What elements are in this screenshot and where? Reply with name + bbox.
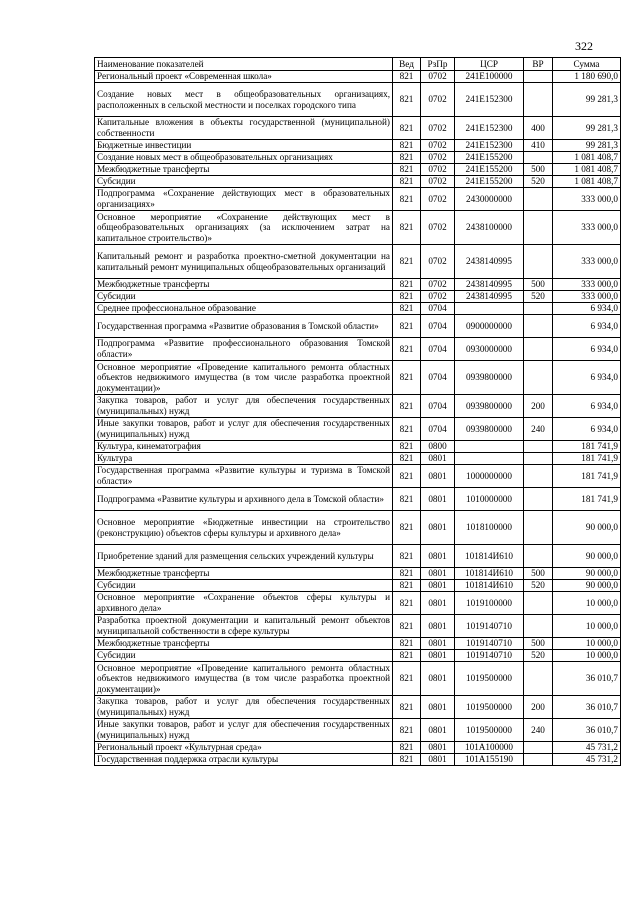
- cell-name: Капитальные вложения в объекты государственной (муниципальной) собственности: [95, 117, 393, 140]
- cell-sum: 99 281,3: [553, 83, 621, 117]
- cell-sum: 10 000,0: [553, 638, 621, 650]
- cell-vr: [524, 211, 553, 245]
- cell-name: Государственная поддержка отрасли культуры: [95, 754, 393, 766]
- cell-vr: [524, 361, 553, 395]
- cell-rzpr: 0702: [421, 117, 455, 140]
- cell-sum: 99 281,3: [553, 140, 621, 152]
- table-row: [95, 638, 621, 650]
- table-row: [95, 592, 621, 615]
- table-row: [95, 176, 621, 188]
- cell-rzpr: 0801: [421, 488, 455, 511]
- cell-name: Основное мероприятие «Сохранение действующих мест в общеобразовательных организациях (за исключением затрат на капитальное строительство)»: [95, 211, 393, 245]
- table-row: [95, 211, 621, 245]
- cell-rzpr: 0704: [421, 418, 455, 441]
- cell-vr: 240: [524, 418, 553, 441]
- table-row: [95, 361, 621, 395]
- cell-name: Подпрограмма «Сохранение действующих мест в образовательных организациях»: [95, 188, 393, 211]
- cell-csr: 1019140710: [455, 615, 524, 638]
- cell-name: Бюджетные инвестиции: [95, 140, 393, 152]
- cell-vr: [524, 152, 553, 164]
- cell-rzpr: 0800: [421, 441, 455, 453]
- cell-rzpr: 0801: [421, 638, 455, 650]
- cell-rzpr: 0801: [421, 662, 455, 696]
- cell-sum: 1 180 690,0: [553, 71, 621, 83]
- cell-rzpr: 0801: [421, 719, 455, 742]
- cell-csr: 1019500000: [455, 696, 524, 719]
- cell-sum: 6 934,0: [553, 395, 621, 418]
- cell-sum: 36 010,7: [553, 696, 621, 719]
- cell-vr: [524, 465, 553, 488]
- cell-name: Основное мероприятие «Проведение капитального ремонта областных объектов недвижимого имущества (в том числе разработка проектной документации)»: [95, 361, 393, 395]
- table-row: [95, 71, 621, 83]
- cell-csr: 241E155200: [455, 176, 524, 188]
- cell-sum: 36 010,7: [553, 719, 621, 742]
- cell-name: Разработка проектной документации и капитальный ремонт объектов муниципальной собственности в сфере культуры: [95, 615, 393, 638]
- cell-ved: 821: [393, 279, 421, 291]
- header-sum: Сумма: [553, 58, 621, 71]
- table-row: [95, 152, 621, 164]
- cell-name: Культура: [95, 453, 393, 465]
- cell-csr: [455, 453, 524, 465]
- cell-name: Межбюджетные трансферты: [95, 638, 393, 650]
- cell-ved: 821: [393, 361, 421, 395]
- cell-vr: [524, 754, 553, 766]
- cell-name: Субсидии: [95, 650, 393, 662]
- cell-ved: 821: [393, 662, 421, 696]
- header-ved: Вед: [393, 58, 421, 71]
- cell-name: Региональный проект «Современная школа»: [95, 71, 393, 83]
- cell-sum: 45 731,2: [553, 754, 621, 766]
- cell-rzpr: 0704: [421, 315, 455, 338]
- cell-name: Основное мероприятие «Бюджетные инвестиции на строительство (реконструкцию) объектов сферы культуры и архивного дела»: [95, 511, 393, 545]
- cell-ved: 821: [393, 615, 421, 638]
- cell-rzpr: 0702: [421, 279, 455, 291]
- cell-ved: 821: [393, 291, 421, 303]
- cell-csr: 241E155200: [455, 152, 524, 164]
- table-row: [95, 303, 621, 315]
- cell-ved: 821: [393, 395, 421, 418]
- cell-sum: 90 000,0: [553, 511, 621, 545]
- cell-vr: [524, 71, 553, 83]
- cell-ved: 821: [393, 441, 421, 453]
- table-row: [95, 568, 621, 580]
- table-row: [95, 188, 621, 211]
- cell-rzpr: 0801: [421, 696, 455, 719]
- cell-csr: 241E152300: [455, 117, 524, 140]
- cell-rzpr: 0801: [421, 545, 455, 568]
- cell-name: Межбюджетные трансферты: [95, 279, 393, 291]
- table-row: [95, 418, 621, 441]
- cell-sum: 181 741,9: [553, 441, 621, 453]
- cell-vr: 500: [524, 164, 553, 176]
- cell-csr: 241E152300: [455, 83, 524, 117]
- cell-csr: 2430000000: [455, 188, 524, 211]
- cell-rzpr: 0702: [421, 188, 455, 211]
- cell-vr: 200: [524, 696, 553, 719]
- cell-rzpr: 0801: [421, 511, 455, 545]
- cell-sum: 90 000,0: [553, 580, 621, 592]
- cell-rzpr: 0702: [421, 152, 455, 164]
- cell-sum: 6 934,0: [553, 315, 621, 338]
- cell-vr: [524, 592, 553, 615]
- cell-sum: 99 281,3: [553, 117, 621, 140]
- cell-vr: [524, 742, 553, 754]
- table-row: [95, 441, 621, 453]
- cell-rzpr: 0801: [421, 465, 455, 488]
- cell-sum: 333 000,0: [553, 279, 621, 291]
- header-name: Наименование показателей: [95, 58, 393, 71]
- table-row: [95, 83, 621, 117]
- cell-vr: [524, 615, 553, 638]
- cell-csr: 1019140710: [455, 650, 524, 662]
- cell-vr: [524, 83, 553, 117]
- cell-csr: [455, 441, 524, 453]
- cell-sum: 181 741,9: [553, 465, 621, 488]
- table-row: [95, 279, 621, 291]
- cell-rzpr: 0801: [421, 592, 455, 615]
- cell-csr: 101A100000: [455, 742, 524, 754]
- cell-ved: 821: [393, 315, 421, 338]
- cell-vr: 400: [524, 117, 553, 140]
- cell-name: Создание новых мест в общеобразовательных организациях, расположенных в сельской местности и поселках городского типа: [95, 83, 393, 117]
- cell-sum: 333 000,0: [553, 291, 621, 303]
- cell-ved: 821: [393, 211, 421, 245]
- cell-rzpr: 0702: [421, 176, 455, 188]
- header-rzpr: РзПр: [421, 58, 455, 71]
- cell-vr: [524, 511, 553, 545]
- table-row: [95, 465, 621, 488]
- cell-ved: 821: [393, 303, 421, 315]
- cell-rzpr: 0704: [421, 338, 455, 361]
- cell-vr: 520: [524, 176, 553, 188]
- cell-ved: 821: [393, 545, 421, 568]
- table-row: [95, 650, 621, 662]
- cell-sum: 1 081 408,7: [553, 152, 621, 164]
- cell-csr: 1000000000: [455, 465, 524, 488]
- table-row: [95, 453, 621, 465]
- table-header-row: [95, 58, 621, 71]
- cell-vr: [524, 315, 553, 338]
- cell-sum: 1 081 408,7: [553, 176, 621, 188]
- cell-vr: 500: [524, 568, 553, 580]
- cell-rzpr: 0801: [421, 615, 455, 638]
- cell-sum: 10 000,0: [553, 615, 621, 638]
- cell-rzpr: 0704: [421, 303, 455, 315]
- table-row: [95, 662, 621, 696]
- table-row: [95, 696, 621, 719]
- cell-sum: 6 934,0: [553, 361, 621, 395]
- cell-name: Иные закупки товаров, работ и услуг для обеспечения государственных (муниципальных) нужд: [95, 719, 393, 742]
- cell-rzpr: 0801: [421, 453, 455, 465]
- cell-rzpr: 0702: [421, 140, 455, 152]
- cell-rzpr: 0704: [421, 395, 455, 418]
- cell-sum: 333 000,0: [553, 245, 621, 279]
- cell-rzpr: 0801: [421, 742, 455, 754]
- cell-csr: 1018100000: [455, 511, 524, 545]
- table-row: [95, 245, 621, 279]
- cell-vr: [524, 245, 553, 279]
- table-row: [95, 615, 621, 638]
- cell-name: Основное мероприятие «Сохранение объектов сферы культуры и архивного дела»: [95, 592, 393, 615]
- cell-name: Среднее профессиональное образование: [95, 303, 393, 315]
- cell-name: Иные закупки товаров, работ и услуг для обеспечения государственных (муниципальных) нужд: [95, 418, 393, 441]
- cell-rzpr: 0704: [421, 361, 455, 395]
- page-number: 322: [575, 39, 593, 53]
- cell-sum: 10 000,0: [553, 650, 621, 662]
- cell-csr: 241E152300: [455, 140, 524, 152]
- cell-name: Межбюджетные трансферты: [95, 568, 393, 580]
- cell-ved: 821: [393, 164, 421, 176]
- cell-ved: 821: [393, 650, 421, 662]
- table-row: [95, 754, 621, 766]
- table-row: [95, 338, 621, 361]
- cell-ved: 821: [393, 418, 421, 441]
- cell-vr: [524, 453, 553, 465]
- cell-csr: 241E155200: [455, 164, 524, 176]
- cell-vr: [524, 338, 553, 361]
- cell-ved: 821: [393, 140, 421, 152]
- cell-csr: 0939800000: [455, 361, 524, 395]
- cell-name: Приобретение зданий для размещения сельских учреждений культуры: [95, 545, 393, 568]
- cell-ved: 821: [393, 719, 421, 742]
- table-row: [95, 395, 621, 418]
- cell-sum: 333 000,0: [553, 211, 621, 245]
- cell-name: Культура, кинематография: [95, 441, 393, 453]
- cell-vr: 500: [524, 638, 553, 650]
- cell-rzpr: 0801: [421, 650, 455, 662]
- cell-rzpr: 0702: [421, 291, 455, 303]
- table-body: [95, 71, 621, 766]
- cell-csr: 101814И610: [455, 545, 524, 568]
- cell-csr: 0939800000: [455, 395, 524, 418]
- cell-name: Субсидии: [95, 291, 393, 303]
- cell-name: Межбюджетные трансферты: [95, 164, 393, 176]
- table-row: [95, 140, 621, 152]
- cell-vr: [524, 488, 553, 511]
- cell-ved: 821: [393, 245, 421, 279]
- cell-vr: 240: [524, 719, 553, 742]
- cell-ved: 821: [393, 754, 421, 766]
- cell-csr: 1019140710: [455, 638, 524, 650]
- cell-rzpr: 0702: [421, 164, 455, 176]
- cell-ved: 821: [393, 742, 421, 754]
- cell-vr: 410: [524, 140, 553, 152]
- cell-vr: 520: [524, 291, 553, 303]
- cell-ved: 821: [393, 465, 421, 488]
- cell-name: Субсидии: [95, 176, 393, 188]
- cell-ved: 821: [393, 176, 421, 188]
- cell-vr: 500: [524, 279, 553, 291]
- cell-ved: 821: [393, 696, 421, 719]
- table-row: [95, 511, 621, 545]
- cell-csr: 2438140995: [455, 245, 524, 279]
- table-row: [95, 164, 621, 176]
- cell-sum: 6 934,0: [553, 303, 621, 315]
- table-row: [95, 742, 621, 754]
- cell-ved: 821: [393, 568, 421, 580]
- cell-ved: 821: [393, 453, 421, 465]
- cell-sum: 36 010,7: [553, 662, 621, 696]
- cell-sum: 1 081 408,7: [553, 164, 621, 176]
- cell-vr: 520: [524, 580, 553, 592]
- table-row: [95, 545, 621, 568]
- cell-ved: 821: [393, 152, 421, 164]
- cell-ved: 821: [393, 83, 421, 117]
- cell-csr: 0939800000: [455, 418, 524, 441]
- cell-sum: 6 934,0: [553, 338, 621, 361]
- cell-ved: 821: [393, 117, 421, 140]
- cell-name: Субсидии: [95, 580, 393, 592]
- cell-name: Государственная программа «Развитие культуры и туризма в Томской области»: [95, 465, 393, 488]
- budget-table: [94, 57, 621, 766]
- cell-csr: 1010000000: [455, 488, 524, 511]
- cell-ved: 821: [393, 71, 421, 83]
- cell-sum: 333 000,0: [553, 188, 621, 211]
- cell-sum: 90 000,0: [553, 545, 621, 568]
- cell-csr: 241E100000: [455, 71, 524, 83]
- cell-csr: 1019500000: [455, 719, 524, 742]
- cell-vr: [524, 545, 553, 568]
- cell-ved: 821: [393, 338, 421, 361]
- cell-rzpr: 0801: [421, 754, 455, 766]
- cell-csr: 101A155190: [455, 754, 524, 766]
- cell-vr: 520: [524, 650, 553, 662]
- cell-name: Основное мероприятие «Проведение капитального ремонта областных объектов недвижимого имущества (в том числе разработка проектной документации)»: [95, 662, 393, 696]
- cell-name: Закупка товаров, работ и услуг для обеспечения государственных (муниципальных) нужд: [95, 696, 393, 719]
- cell-vr: [524, 662, 553, 696]
- cell-csr: 1019500000: [455, 662, 524, 696]
- cell-ved: 821: [393, 638, 421, 650]
- table-row: [95, 488, 621, 511]
- cell-name: Государственная программа «Развитие образования в Томской области»: [95, 315, 393, 338]
- cell-ved: 821: [393, 488, 421, 511]
- cell-ved: 821: [393, 188, 421, 211]
- cell-csr: 0900000000: [455, 315, 524, 338]
- table-row: [95, 291, 621, 303]
- cell-sum: 45 731,2: [553, 742, 621, 754]
- table-row: [95, 117, 621, 140]
- header-csr: ЦСР: [455, 58, 524, 71]
- cell-rzpr: 0702: [421, 211, 455, 245]
- cell-csr: 101814И610: [455, 580, 524, 592]
- cell-ved: 821: [393, 511, 421, 545]
- cell-vr: [524, 303, 553, 315]
- cell-rzpr: 0702: [421, 245, 455, 279]
- cell-ved: 821: [393, 580, 421, 592]
- cell-csr: [455, 303, 524, 315]
- cell-csr: 0930000000: [455, 338, 524, 361]
- cell-name: Закупка товаров, работ и услуг для обеспечения государственных (муниципальных) нужд: [95, 395, 393, 418]
- cell-sum: 181 741,9: [553, 453, 621, 465]
- cell-sum: 90 000,0: [553, 568, 621, 580]
- cell-vr: [524, 441, 553, 453]
- cell-rzpr: 0801: [421, 580, 455, 592]
- cell-name: Подпрограмма «Развитие профессионального образования Томской области»: [95, 338, 393, 361]
- table-row: [95, 719, 621, 742]
- cell-csr: 1019100000: [455, 592, 524, 615]
- cell-name: Капитальный ремонт и разработка проектно-сметной документации на капитальный ремонт муниципальных общеобразовательных организаций: [95, 245, 393, 279]
- cell-name: Региональный проект «Культурная среда»: [95, 742, 393, 754]
- cell-csr: 2438140995: [455, 279, 524, 291]
- cell-vr: 200: [524, 395, 553, 418]
- cell-csr: 2438140995: [455, 291, 524, 303]
- cell-rzpr: 0801: [421, 568, 455, 580]
- cell-csr: 2438100000: [455, 211, 524, 245]
- cell-name: Подпрограмма «Развитие культуры и архивного дела в Томской области»: [95, 488, 393, 511]
- cell-sum: 181 741,9: [553, 488, 621, 511]
- table-row: [95, 580, 621, 592]
- cell-csr: 101814И610: [455, 568, 524, 580]
- cell-sum: 10 000,0: [553, 592, 621, 615]
- header-vr: ВР: [524, 58, 553, 71]
- cell-ved: 821: [393, 592, 421, 615]
- table-row: [95, 315, 621, 338]
- cell-sum: 6 934,0: [553, 418, 621, 441]
- cell-rzpr: 0702: [421, 71, 455, 83]
- cell-rzpr: 0702: [421, 83, 455, 117]
- cell-name: Создание новых мест в общеобразовательных организациях: [95, 152, 393, 164]
- cell-vr: [524, 188, 553, 211]
